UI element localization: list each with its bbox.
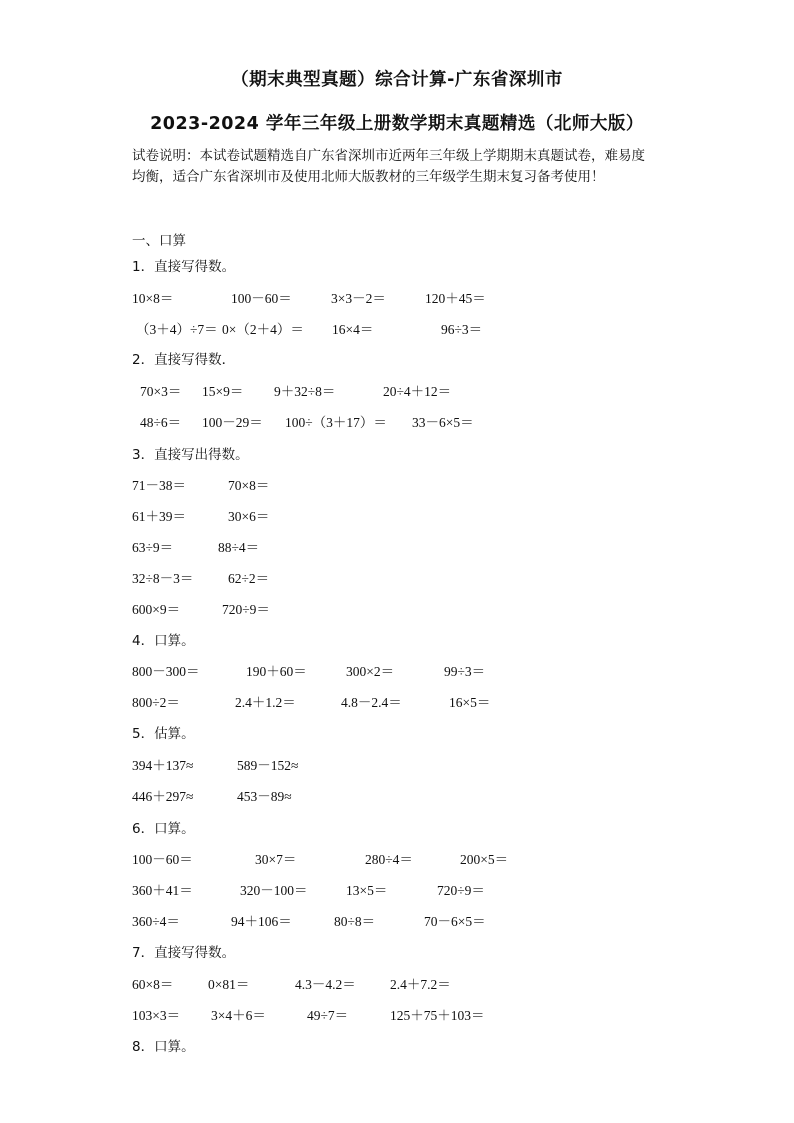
arithmetic-problem: 320－100＝ (240, 883, 308, 898)
arithmetic-problem: 0×（2＋4）＝ (222, 322, 304, 337)
arithmetic-problem: 70－6×5＝ (424, 914, 486, 929)
arithmetic-problem: 4.3－4.2＝ (295, 977, 356, 992)
arithmetic-problem: （3＋4）÷7＝ (136, 322, 218, 337)
arithmetic-problem: 100－60＝ (132, 852, 193, 867)
document-title: （期末典型真题）综合计算-广东省深圳市 (231, 70, 563, 90)
exam-description-line-1: 试卷说明：本试卷试题精选自广东省深圳市近两年三年级上学期期末真题试卷，难易度 (132, 148, 645, 164)
arithmetic-problem: 280÷4＝ (365, 852, 413, 867)
question-title: 3．直接写出得数。 (132, 447, 249, 463)
arithmetic-problem: 61＋39＝ (132, 509, 186, 524)
question-title: 5．估算。 (132, 726, 195, 742)
arithmetic-problem: 600×9＝ (132, 602, 181, 617)
arithmetic-problem: 94＋106＝ (231, 914, 292, 929)
question-title: 2．直接写得数． (132, 352, 236, 368)
arithmetic-problem: 60×8＝ (132, 977, 174, 992)
arithmetic-problem: 100－29＝ (202, 415, 263, 430)
arithmetic-problem: 32÷8－3＝ (132, 571, 194, 586)
document-subtitle: 2023-2024 学年三年级上册数学期末真题精选（北师大版） (150, 114, 644, 134)
question-title: 7．直接写得数。 (132, 945, 236, 961)
arithmetic-problem: 9＋32÷8＝ (274, 384, 336, 399)
arithmetic-problem: 30×7＝ (255, 852, 297, 867)
arithmetic-problem: 100÷（3＋17）＝ (285, 415, 387, 430)
question-title: 8．口算。 (132, 1039, 195, 1055)
arithmetic-problem: 360÷4＝ (132, 914, 180, 929)
arithmetic-problem: 80÷8＝ (334, 914, 376, 929)
arithmetic-problem: 0×81＝ (208, 977, 250, 992)
arithmetic-problem: 3×4＋6＝ (211, 1008, 266, 1023)
arithmetic-problem: 33－6×5＝ (412, 415, 474, 430)
arithmetic-problem: 125＋75＋103＝ (390, 1008, 485, 1023)
question-title: 4．口算。 (132, 633, 195, 649)
arithmetic-problem: 200×5＝ (460, 852, 509, 867)
arithmetic-problem: 800－300＝ (132, 664, 200, 679)
arithmetic-problem: 446＋297≈ (132, 789, 194, 804)
arithmetic-problem: 71－38＝ (132, 478, 186, 493)
arithmetic-problem: 360＋41＝ (132, 883, 193, 898)
arithmetic-problem: 10×8＝ (132, 291, 174, 306)
arithmetic-problem: 190＋60＝ (246, 664, 307, 679)
arithmetic-problem: 62÷2＝ (228, 571, 270, 586)
arithmetic-problem: 15×9＝ (202, 384, 244, 399)
question-title: 6．口算。 (132, 821, 195, 837)
arithmetic-problem: 70×8＝ (228, 478, 270, 493)
arithmetic-problem: 48÷6＝ (140, 415, 182, 430)
arithmetic-problem: 70×3＝ (140, 384, 182, 399)
arithmetic-problem: 16×4＝ (332, 322, 374, 337)
arithmetic-problem: 88÷4＝ (218, 540, 260, 555)
exam-description-line-2: 均衡，适合广东省深圳市及使用北师大版教材的三年级学生期末复习备考使用！ (132, 169, 605, 185)
arithmetic-problem: 103×3＝ (132, 1008, 181, 1023)
arithmetic-problem: 300×2＝ (346, 664, 395, 679)
arithmetic-problem: 100－60＝ (231, 291, 292, 306)
question-title: 1．直接写得数。 (132, 259, 236, 275)
arithmetic-problem: 99÷3＝ (444, 664, 486, 679)
arithmetic-problem: 2.4＋7.2＝ (390, 977, 451, 992)
arithmetic-problem: 453－89≈ (237, 789, 292, 804)
arithmetic-problem: 13×5＝ (346, 883, 388, 898)
arithmetic-problem: 720÷9＝ (437, 883, 485, 898)
arithmetic-problem: 589－152≈ (237, 758, 299, 773)
arithmetic-problem: 394＋137≈ (132, 758, 194, 773)
arithmetic-problem: 800÷2＝ (132, 695, 180, 710)
arithmetic-problem: 120＋45＝ (425, 291, 486, 306)
arithmetic-problem: 63÷9＝ (132, 540, 174, 555)
arithmetic-problem: 4.8－2.4＝ (341, 695, 402, 710)
arithmetic-problem: 49÷7＝ (307, 1008, 349, 1023)
arithmetic-problem: 96÷3＝ (441, 322, 483, 337)
arithmetic-problem: 2.4＋1.2＝ (235, 695, 296, 710)
section-heading: 一、口算 (132, 233, 186, 249)
arithmetic-problem: 16×5＝ (449, 695, 491, 710)
arithmetic-problem: 3×3－2＝ (331, 291, 386, 306)
arithmetic-problem: 720÷9＝ (222, 602, 270, 617)
arithmetic-problem: 30×6＝ (228, 509, 270, 524)
arithmetic-problem: 20÷4＋12＝ (383, 384, 452, 399)
